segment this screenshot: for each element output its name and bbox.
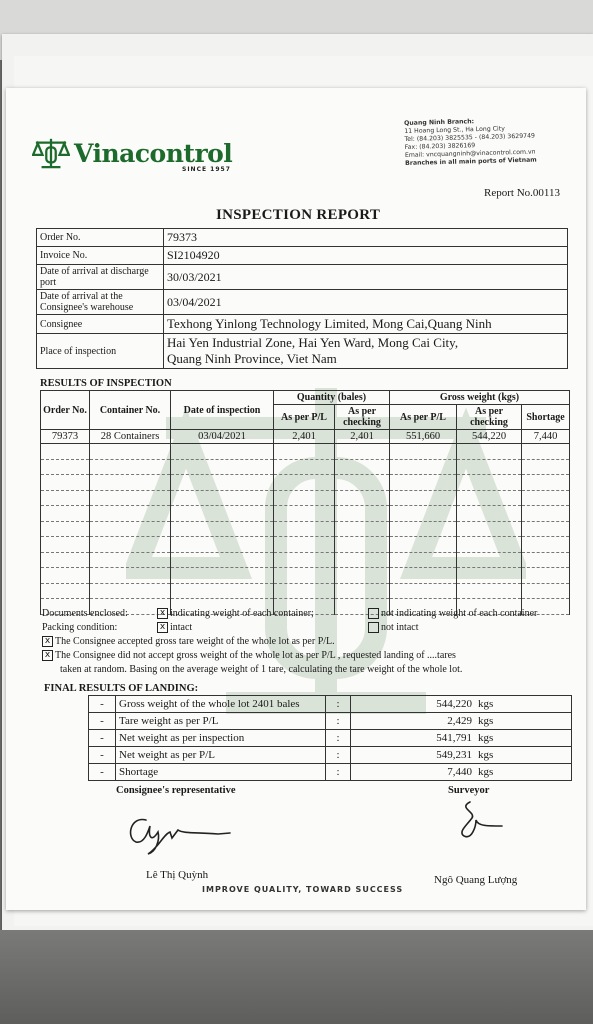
- arrival-port-label: Date of arrival at discharge port: [37, 265, 164, 290]
- final-colon: :: [326, 747, 351, 764]
- cell-qty-check: 2,401: [335, 430, 390, 444]
- col-qty-per-pl: As per P/L: [274, 405, 335, 430]
- documents-row: [42, 607, 572, 621]
- branch-tel: Tel: (84.203) 3825535 - (84.203) 3629749: [404, 132, 536, 143]
- final-label: Tare weight as per P/L: [116, 713, 326, 730]
- final-value: 541,791: [351, 730, 476, 747]
- final-label: Net weight as per inspection: [116, 730, 326, 747]
- surveyor-title: Surveyor: [448, 785, 490, 796]
- cell-gross-pl: 551,660: [390, 430, 457, 444]
- surveyor-signature: [446, 796, 516, 846]
- packing-option-not-intact: [368, 621, 419, 635]
- not-accepted-text-2: taken at random. Basing on the average weight of 1 tare, calculating the tare weight of the whole lot.: [60, 664, 463, 675]
- info-row-arrival-port: [37, 265, 568, 290]
- order-label: Order No.: [37, 229, 164, 247]
- table-row-empty: [41, 444, 570, 460]
- order-value: 79373: [164, 229, 568, 247]
- cell-qty-pl: 2,401: [274, 430, 335, 444]
- final-row-net-pl: [89, 747, 572, 764]
- final-results-table: [88, 695, 572, 781]
- info-row-place: [37, 334, 568, 369]
- col-qty-per-checking: As per checking: [335, 405, 390, 430]
- table-row-empty: [41, 552, 570, 568]
- not-accepted-row: [42, 649, 572, 663]
- arrival-warehouse-value: 03/04/2021: [164, 290, 568, 315]
- branch-contact-block: [404, 117, 537, 168]
- inspection-report-page: [6, 88, 586, 910]
- col-shortage: Shortage: [522, 405, 570, 430]
- cell-gross-check: 544,220: [457, 430, 522, 444]
- table-row-empty: [41, 490, 570, 506]
- surveyor-name: Ngô Quang Lượng: [434, 874, 518, 886]
- not-accepted-text: The Consignee did not accept gross weight of the whole lot as per P/L , requested landing of ....tares: [55, 650, 456, 661]
- final-dash: -: [89, 696, 116, 713]
- branch-name: Quang Ninh Branch:: [404, 118, 475, 127]
- consignee-rep-title: Consignee's representative: [116, 785, 236, 796]
- documents-option-indicating: [157, 607, 314, 621]
- final-dash: -: [89, 713, 116, 730]
- invoice-value: SI2104920: [164, 247, 568, 265]
- final-label: Net weight as per P/L: [116, 747, 326, 764]
- final-row-shortage: [89, 764, 572, 781]
- not-accepted-row-2: [42, 663, 572, 677]
- info-row-invoice: [37, 247, 568, 265]
- consignee-signature: [118, 808, 258, 858]
- documents-not-indicating-checkbox: [368, 608, 379, 619]
- arrival-warehouse-label: Date of arrival at the Consignee's warehouse: [37, 290, 164, 315]
- final-label: Gross weight of the whole lot 2401 bales: [116, 696, 326, 713]
- final-unit: kgs: [475, 713, 572, 730]
- company-name: Vinacontrol: [74, 138, 233, 168]
- accepted-checkbox: x: [42, 636, 53, 647]
- cell-date: 03/04/2021: [171, 430, 274, 444]
- cell-container: 28 Containers: [90, 430, 171, 444]
- branch-network: Branches in all main ports of Vietnam: [405, 156, 537, 167]
- report-title: INSPECTION REPORT: [216, 207, 381, 223]
- desk-surface: [0, 930, 593, 1024]
- final-unit: kgs: [475, 764, 572, 781]
- packing-not-intact-checkbox: [368, 622, 379, 633]
- branch-email: Email: vncquangninh@vinacontrol.com.vn: [404, 148, 536, 159]
- final-colon: :: [326, 696, 351, 713]
- packing-row: [42, 621, 572, 635]
- col-container: Container No.: [90, 391, 171, 430]
- final-results-heading: FINAL RESULTS OF LANDING:: [44, 683, 199, 694]
- consignee-rep-name: Lê Thị Quỳnh: [146, 869, 209, 881]
- col-gross-per-checking: As per checking: [457, 405, 522, 430]
- documents-option-not-indicating: [368, 607, 537, 621]
- notes-section: [42, 607, 572, 677]
- col-gross-per-pl: As per P/L: [390, 405, 457, 430]
- packing-label: Packing condition:: [42, 622, 118, 633]
- accepted-row: [42, 635, 572, 649]
- final-unit: kgs: [475, 747, 572, 764]
- packing-intact-checkbox: x: [157, 622, 168, 633]
- documents-label: Documents enclosed:: [42, 608, 128, 619]
- packing-option-intact: [157, 621, 192, 635]
- table-row-empty: [41, 459, 570, 475]
- documents-not-indicating-label: not indicating weight of each container: [381, 608, 538, 619]
- place-line-1: Hai Yen Industrial Zone, Hai Yen Ward, Mong Cai City,: [167, 335, 459, 350]
- company-slogan: IMPROVE QUALITY, TOWARD SUCCESS: [202, 885, 404, 894]
- final-row-tare: [89, 713, 572, 730]
- place-label: Place of inspection: [37, 334, 164, 369]
- final-value: 7,440: [351, 764, 476, 781]
- col-order: Order No.: [41, 391, 90, 430]
- place-value: [164, 334, 568, 369]
- info-row-consignee: [37, 315, 568, 334]
- company-since: SINCE 1957: [182, 166, 231, 173]
- report-number: Report No.00113: [484, 187, 560, 199]
- final-label: Shortage: [116, 764, 326, 781]
- results-table: [40, 390, 570, 615]
- info-row-arrival-warehouse: [37, 290, 568, 315]
- table-row-empty: [41, 583, 570, 599]
- shipment-info-table: [36, 228, 568, 369]
- final-value: 549,231: [351, 747, 476, 764]
- branch-address: 11 Hoang Long St., Ha Long City: [404, 125, 505, 135]
- final-unit: kgs: [475, 696, 572, 713]
- final-colon: :: [326, 764, 351, 781]
- table-row: [41, 430, 570, 444]
- balance-scale-icon: [32, 136, 70, 170]
- final-dash: -: [89, 730, 116, 747]
- cell-shortage: 7,440: [522, 430, 570, 444]
- col-date: Date of inspection: [171, 391, 274, 430]
- results-header-row-1: [41, 391, 570, 405]
- documents-indicating-label: indicating weight of each container;: [170, 608, 314, 619]
- table-row-empty: [41, 475, 570, 491]
- final-value: 544,220: [351, 696, 476, 713]
- not-accepted-checkbox: x: [42, 650, 53, 661]
- cell-order: 79373: [41, 430, 90, 444]
- table-row-empty: [41, 537, 570, 553]
- company-logo: [32, 136, 232, 170]
- consignee-label: Consignee: [37, 315, 164, 334]
- final-dash: -: [89, 764, 116, 781]
- final-unit: kgs: [475, 730, 572, 747]
- final-colon: :: [326, 730, 351, 747]
- invoice-label: Invoice No.: [37, 247, 164, 265]
- results-heading: RESULTS OF INSPECTION: [40, 378, 172, 389]
- info-row-order: [37, 229, 568, 247]
- col-quantity: Quantity (bales): [274, 391, 390, 405]
- final-colon: :: [326, 713, 351, 730]
- final-row-net-inspection: [89, 730, 572, 747]
- packing-not-intact-label: not intact: [381, 622, 419, 633]
- place-line-2: Quang Ninh Province, Viet Nam: [167, 351, 337, 366]
- table-row-empty: [41, 568, 570, 584]
- packing-intact-label: intact: [170, 622, 193, 633]
- consignee-value: Texhong Yinlong Technology Limited, Mong Cai,Quang Ninh: [164, 315, 568, 334]
- col-gross-weight: Gross weight (kgs): [390, 391, 570, 405]
- documents-indicating-checkbox: x: [157, 608, 168, 619]
- arrival-port-value: 30/03/2021: [164, 265, 568, 290]
- table-row-empty: [41, 506, 570, 522]
- accepted-text: The Consignee accepted gross tare weight of the whole lot as per P/L.: [55, 636, 335, 647]
- final-value: 2,429: [351, 713, 476, 730]
- branch-fax: Fax: (84.203) 3826169: [404, 142, 476, 151]
- final-dash: -: [89, 747, 116, 764]
- final-row-gross: [89, 696, 572, 713]
- table-row-empty: [41, 521, 570, 537]
